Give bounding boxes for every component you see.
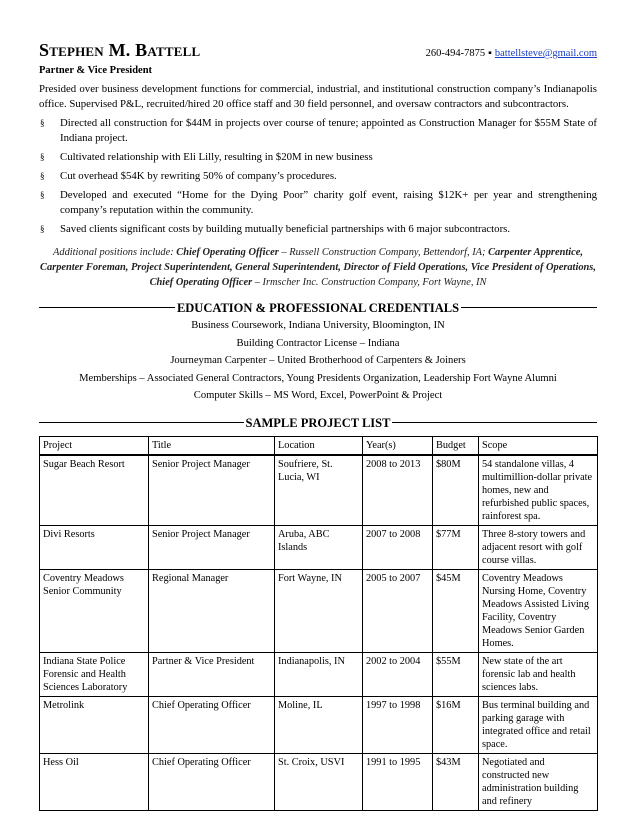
project-table (39, 436, 598, 811)
cell-title: Chief Operating Officer (149, 696, 275, 753)
additional-positions (39, 245, 597, 290)
bullet-icon: § (40, 224, 45, 234)
column-header-years: Year(s) (363, 436, 433, 455)
education-line: Building Contractor License – Indiana (236, 337, 400, 349)
table-row (40, 696, 598, 753)
cell-location: Moline, IL (275, 696, 363, 753)
table-row (40, 525, 598, 569)
cell-budget: $80M (433, 455, 479, 526)
cell-scope: Coventry Meadows Nursing Home, Coventry Meadows Assisted Living Facility, Coventry Meadows Senior Garden Homes. (479, 569, 598, 652)
projects-heading (39, 414, 597, 430)
email-link[interactable]: battellsteve@gmail.com (494, 48, 597, 59)
cell-scope: Three 8-story towers and adjacent resort with golf course villas. (479, 525, 598, 569)
column-header-title: Title (149, 436, 275, 455)
cell-title: Senior Project Manager (149, 455, 275, 526)
cell-location: Aruba, ABC Islands (275, 525, 363, 569)
cell-years: 1997 to 1998 (363, 696, 433, 753)
bullet-icon: § (40, 190, 45, 200)
cell-budget: $16M (433, 696, 479, 753)
cell-scope: Bus terminal building and parking garage with integrated office and retail space. (479, 696, 598, 753)
cell-title: Senior Project Manager (149, 525, 275, 569)
achievement-item (39, 169, 597, 184)
additional-role-1: Chief Operating Officer (176, 247, 279, 258)
cell-project: Metrolink (40, 696, 149, 753)
table-header-row (40, 436, 598, 455)
achievement-text: Cut overhead $54K by rewriting 50% of company’s procedures. (60, 170, 337, 182)
resume-header (39, 40, 597, 61)
table-row (40, 652, 598, 696)
cell-location: Soufriere, St. Lucia, WI (275, 455, 363, 526)
cell-project: Indiana State Police Forensic and Health Sciences Laboratory (40, 652, 149, 696)
achievement-item (39, 222, 597, 237)
cell-scope: 54 standalone villas, 4 multimillion-dollar private homes, new and refurbished public spaces, rainforest spa. (479, 455, 598, 526)
cell-location: St. Croix, USVI (275, 753, 363, 810)
cell-years: 2005 to 2007 (363, 569, 433, 652)
bullet-icon: § (40, 118, 45, 128)
cell-years: 2008 to 2013 (363, 455, 433, 526)
cell-budget: $55M (433, 652, 479, 696)
education-list (39, 317, 597, 405)
cell-title: Regional Manager (149, 569, 275, 652)
cell-budget: $77M (433, 525, 479, 569)
achievements-list (39, 116, 597, 237)
cell-years: 2007 to 2008 (363, 525, 433, 569)
table-row (40, 455, 598, 526)
column-header-scope: Scope (479, 436, 598, 455)
cell-years: 2002 to 2004 (363, 652, 433, 696)
cell-title: Chief Operating Officer (149, 753, 275, 810)
achievement-text: Directed all construction for $44M in projects over course of tenure; appointed as Construction Manager for $55M State of Indiana project. (60, 117, 597, 144)
cell-project: Sugar Beach Resort (40, 455, 149, 526)
education-line: Computer Skills – MS Word, Excel, PowerPoint & Project (193, 390, 443, 401)
table-row (40, 753, 598, 810)
achievement-item (39, 116, 597, 146)
separator-icon: ▪ (488, 48, 492, 59)
education-line: Journeyman Carpenter – United Brotherhood of Carpenters & Joiners (170, 355, 466, 366)
achievement-text: Cultivated relationship with Eli Lilly, resulting in $20M in new business (60, 151, 373, 163)
additional-org-1: – Russell Construction Company, Bettendorf, IA; (278, 247, 489, 258)
cell-budget: $43M (433, 753, 479, 810)
additional-intro: Additional positions include: (53, 247, 177, 258)
cell-project: Coventry Meadows Senior Community (40, 569, 149, 652)
education-line: Business Coursework, Indiana University, Bloomington, IN (191, 320, 445, 331)
bullet-icon: § (40, 152, 45, 162)
phone-number: 260-494-7875 (425, 48, 486, 59)
column-header-project: Project (40, 436, 149, 455)
cell-project: Hess Oil (40, 753, 149, 810)
achievement-item (39, 188, 597, 218)
education-line: Memberships – Associated General Contractors, Young Presidents Organization, Leadership Fort Wayne Alumni (79, 372, 557, 384)
cell-title: Partner & Vice President (149, 652, 275, 696)
additional-role-2: Carpenter Apprentice, Carpenter Foreman, Project Superintendent, General Superintendent, Director of Field Operations, Vice President of Operations, Chief Operating Officer (40, 247, 596, 288)
resume-page (39, 40, 597, 811)
column-header-budget: Budget (433, 436, 479, 455)
summary-paragraph: Presided over business development functions for commercial, industrial, and institutional construction company’s Indianapolis office. Supervised P&L, recruited/hired 20 office staff and 30 field personnel, and oversaw contractors and subcontractors. (39, 83, 597, 110)
candidate-name: Stephen M. Battell (39, 40, 201, 60)
projects-heading-text: SAMPLE PROJECT LIST (245, 415, 391, 430)
cell-project: Divi Resorts (40, 525, 149, 569)
cell-budget: $45M (433, 569, 479, 652)
achievement-text: Developed and executed “Home for the Dying Poor” charity golf event, raising $12K+ per year and strengthening company’s reputation within the community. (60, 189, 597, 216)
education-heading (39, 299, 597, 315)
additional-org-2: – Irmscher Inc. Construction Company, Fort Wayne, IN (252, 277, 487, 288)
cell-years: 1991 to 1995 (363, 753, 433, 810)
achievement-text: Saved clients significant costs by building mutually beneficial partnerships with 6 major subcontractors. (60, 223, 511, 235)
education-heading-text: EDUCATION & PROFESSIONAL CREDENTIALS (176, 301, 460, 315)
cell-scope: Negotiated and constructed new administration building and refinery (479, 753, 598, 810)
column-header-location: Location (275, 436, 363, 455)
cell-location: Indianapolis, IN (275, 652, 363, 696)
job-title: Partner & Vice President (39, 65, 153, 76)
achievement-item (39, 150, 597, 165)
contact-info (426, 48, 597, 59)
bullet-icon: § (40, 171, 45, 181)
table-row (40, 569, 598, 652)
cell-location: Fort Wayne, IN (275, 569, 363, 652)
cell-scope: New state of the art forensic lab and health sciences labs. (479, 652, 598, 696)
